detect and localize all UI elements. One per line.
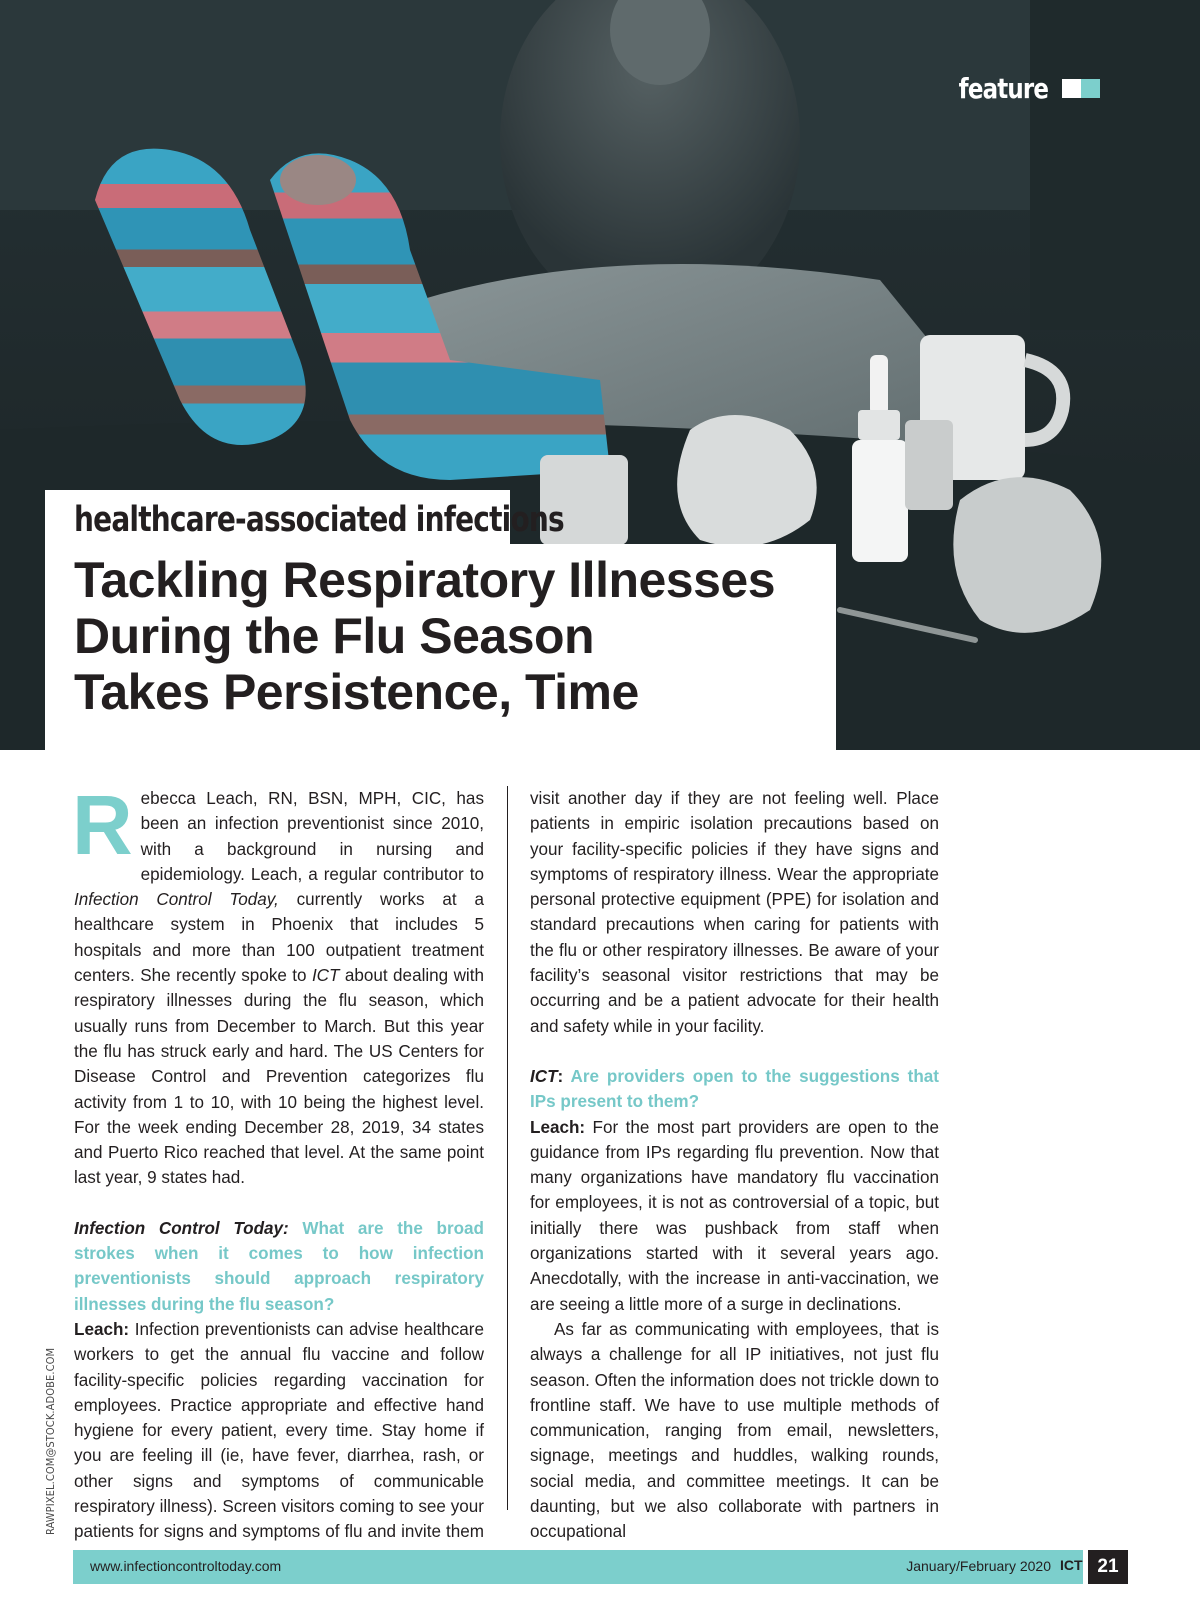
tag-block-white <box>1062 79 1081 98</box>
answer-2 <box>530 1115 939 1317</box>
answer-2-paragraph-2: As far as communicating with employees, that is always a challenge for all IP initiatives, not just flu season. Often the information does not trickle down to frontline staff. We have to use multiple methods of communication, ranging from email, newsletters, signage, meetings and huddles, walking rounds, social media, and committee meetings. It can be daunting, but we also collaborate with partners in occupational <box>530 1319 939 1542</box>
intro-text-1: ebecca Leach, RN, BSN, MPH, CIC, has been an infection preventionist since 2010, with a background in nursing and epidemiology. Leach, a regular contributor to <box>140 789 484 884</box>
question-1-text: What are the broad strokes when it comes to how infection preventionists should approach respiratory illnesses during the flu season? <box>74 1218 484 1314</box>
answer-2-lead: Leach: <box>530 1117 586 1137</box>
question-2-text: Are providers open to the suggestions that IPs present to them? <box>530 1066 939 1112</box>
intro-text-2: currently works at a healthcare system in Phoenix that includes 5 hospitals and more than 100 outpatient treatment centers. She recently spoke to <box>74 890 484 986</box>
left-column <box>72 778 484 1570</box>
section-tag-blocks <box>1062 79 1100 98</box>
paragraph-gap <box>530 1039 939 1064</box>
footer-issue-date: January/February 2020 <box>906 1558 1051 1574</box>
column-divider <box>507 786 508 1510</box>
question-2-lead: ICT <box>530 1066 558 1086</box>
section-tag <box>939 72 1100 105</box>
intro-text-3: about dealing with respiratory illnesses during the flu season, which usually runs from December to March. But this year the flu has struck early and hard. The US Centers for Disease Control and Prevention categorizes flu activity from 1 to 10, with 10 being the highest level. For the week ending December 28, 2019, 34 states and Puerto Rico reached that level. At the same point last year, 9 states had. <box>74 966 484 1188</box>
page-number: 21 <box>1088 1550 1128 1584</box>
question-1-lead: Infection Control Today: <box>74 1218 289 1238</box>
footer-publication: ICT <box>1060 1557 1083 1573</box>
publication-name: Infection Control Today, <box>74 890 279 910</box>
section-tag-label: feature <box>958 72 1048 105</box>
title-line: During the Flu Season <box>74 608 595 664</box>
paragraph-gap <box>74 1191 484 1216</box>
title-line: Tackling Respiratory Illnesses <box>74 552 776 608</box>
question-1 <box>74 1216 484 1317</box>
footer-website-link[interactable]: www.infectioncontroltoday.com <box>90 1558 282 1574</box>
answer-1-lead: Leach: <box>74 1319 130 1339</box>
answer-1-text: Infection preventionists can advise healthcare workers to get the annual flu vaccine and follow facility-specific policies regarding vaccination for employees. Practice appropriate and effective hand hygiene for every patient, every time. Stay home if you are feeling ill (ie, have fever, diarrhea, rash, or other signs and symptoms of communicable respiratory illness). Screen visitors coming to see your patients for signs and symptoms of flu and invite them <box>74 1319 484 1542</box>
question-2 <box>530 1064 939 1115</box>
question-2-colon: : <box>557 1066 564 1086</box>
answer-2-text: For the most part providers are open to the guidance from IPs regarding flu prevention. Now that many organizations have mandatory flu vaccination for employees, it is not as controversial of a topic, but initially there was pushback from staff when organizations started with it several years ago. Anecdotally, with the increase in anti-vaccination, we are seeing a little more of a surge in declinations. <box>530 1117 939 1314</box>
right-column <box>530 786 939 1545</box>
article-title <box>74 552 834 720</box>
answer-1 <box>74 1317 484 1570</box>
photo-credit: RAWPIXEL.COM@STOCK.ADOBE.COM <box>44 1347 57 1535</box>
dropcap: R <box>72 778 133 872</box>
kicker: healthcare-associated infections <box>74 500 564 540</box>
ict-abbrev: ICT <box>311 966 340 986</box>
tag-block-teal <box>1081 79 1100 98</box>
title-line: Takes Persistence, Time <box>74 664 639 720</box>
answer-1-continued: visit another day if they are not feeling well. Place patients in empiric isolation precautions based on your facility-specific policies if they have signs and symptoms of respiratory illness. Wear the appropriate personal protective equipment (PPE) for isolation and standard precautions when caring for patients with the flu or other respiratory illnesses. Be aware of your facility’s seasonal visitor restrictions that may be occurring and be a patient advocate for their health and safety while in your facility. <box>530 789 939 1036</box>
intro-paragraph <box>72 778 484 1191</box>
